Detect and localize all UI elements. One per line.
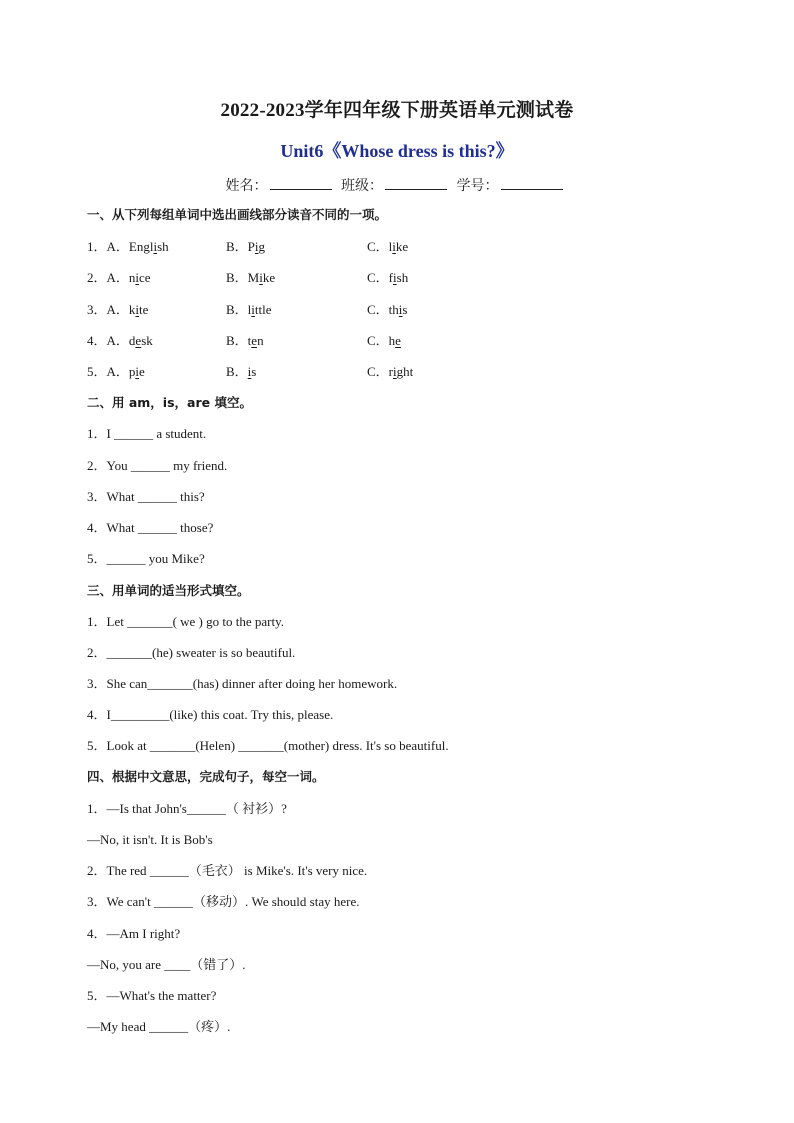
- option-b-underlined: e: [251, 333, 258, 348]
- name-blank[interactable]: [270, 177, 332, 190]
- option-c-underlined: i: [393, 364, 397, 379]
- option-a-text-end: ce: [139, 270, 151, 285]
- option-c: [367, 269, 408, 287]
- question-row: [87, 238, 169, 256]
- fill-blank-item: 5．Look at _______(Helen) _______(mother) dress. It's so beautiful.: [87, 738, 449, 753]
- option-a-text-end: e: [139, 364, 145, 379]
- option-a-text-end: te: [139, 302, 149, 317]
- option-c-text: C．l: [367, 239, 393, 254]
- question-row: [87, 301, 148, 319]
- option-c: [367, 238, 408, 256]
- option-c-text-end: sh: [396, 270, 409, 285]
- class-blank[interactable]: [385, 177, 447, 190]
- option-c-underlined: e: [395, 333, 401, 348]
- dialogue-line: —No, you are ____（错了）.: [87, 957, 246, 972]
- question-number: 3．: [87, 302, 107, 317]
- fill-blank-item: 4．What ______ those?: [87, 520, 214, 535]
- option-a-underlined: i: [153, 239, 158, 254]
- option-a-underlined: i: [135, 270, 140, 285]
- question-number: 1．: [87, 239, 107, 254]
- option-b-text: B．t: [226, 333, 252, 348]
- section1-heading: 一、从下列每组单词中选出画线部分读音不同的一项。: [87, 207, 388, 222]
- section4-heading: 四、根据中文意思，完成句子，每空一词。: [87, 769, 325, 784]
- option-a-text: A．k: [106, 302, 136, 317]
- option-a-underlined: i: [135, 364, 140, 379]
- option-b-underlined: i: [254, 239, 259, 254]
- question-number: 4．: [87, 333, 107, 348]
- option-c-underlined: i: [393, 270, 397, 285]
- name-label: 姓名：: [225, 179, 268, 194]
- fill-blank-item: 4．I_________(like) this coat. Try this, please.: [87, 707, 334, 722]
- number-blank[interactable]: [501, 177, 563, 190]
- option-c-text-end: ght: [396, 364, 414, 379]
- option-c-text-end: s: [402, 302, 408, 317]
- dialogue-line: 4．—Am I right?: [87, 926, 181, 941]
- option-b: [226, 363, 256, 381]
- question-row: [87, 332, 153, 350]
- dialogue-line: 2．The red ______（毛衣） is Mike's. It's very nice.: [87, 863, 368, 878]
- dialogue-line: —No, it isn't. It is Bob's: [87, 832, 213, 847]
- option-c-text-end: ke: [395, 239, 409, 254]
- option-b-text: B．l: [226, 302, 252, 317]
- section2-heading: 二、用 am，is，are 填空。: [87, 395, 252, 410]
- option-c: [367, 301, 407, 319]
- option-b-text-end: g: [258, 239, 266, 254]
- option-b: [226, 301, 272, 319]
- option-c: [367, 332, 401, 350]
- option-c-text: C．f: [367, 270, 394, 285]
- option-b-text-end: s: [251, 364, 257, 379]
- fill-blank-item: 5．______ you Mike?: [87, 551, 205, 566]
- option-c-underlined: i: [392, 239, 396, 254]
- option-b-text-end: ke: [262, 270, 276, 285]
- option-a-text: A．d: [106, 333, 136, 348]
- fill-blank-item: 1．I ______ a student.: [87, 426, 207, 441]
- option-b-text-end: ttle: [254, 302, 272, 317]
- unit-subtitle: Unit6《Whose dress is this?》: [280, 141, 514, 161]
- option-a-text: A．Engl: [106, 239, 154, 254]
- option-a-underlined: e: [135, 333, 142, 348]
- page-title: 2022-2023学年四年级下册英语单元测试卷: [220, 100, 574, 121]
- dialogue-line: —My head ______（疼）.: [87, 1019, 231, 1034]
- option-a-text: A．n: [106, 270, 136, 285]
- option-a-text: A．p: [106, 364, 136, 379]
- option-c-text: C．th: [367, 302, 399, 317]
- option-b: [226, 269, 275, 287]
- option-c-text: C．h: [367, 333, 396, 348]
- option-a-text-end: sh: [157, 239, 169, 254]
- dialogue-line: 3．We can't ______（移动）. We should stay here.: [87, 894, 360, 909]
- question-row: [87, 269, 151, 287]
- option-b-underlined: i: [247, 364, 252, 379]
- dialogue-line: 1．—Is that John's______（ 衬衫）?: [87, 801, 287, 816]
- section3-heading: 三、用单词的适当形式填空。: [87, 583, 250, 598]
- option-b-underlined: i: [259, 270, 263, 285]
- option-b-text: B．: [226, 364, 248, 379]
- option-b-text-end: n: [257, 333, 264, 348]
- option-b: [226, 332, 264, 350]
- fill-blank-item: 3．She can_______(has) dinner after doing her homework.: [87, 676, 398, 691]
- class-label: 班级：: [341, 179, 383, 194]
- question-number: 2．: [87, 270, 107, 285]
- dialogue-line: 5．—What's the matter?: [87, 988, 217, 1003]
- option-a-text-end: sk: [141, 333, 153, 348]
- option-c-text: C．r: [367, 364, 394, 379]
- fill-blank-item: 2．_______(he) sweater is so beautiful.: [87, 645, 296, 660]
- option-b-text: B．P: [226, 239, 255, 254]
- option-a-underlined: i: [135, 302, 140, 317]
- option-b-text: B．M: [226, 270, 260, 285]
- option-c: [367, 363, 413, 381]
- option-b: [226, 238, 265, 256]
- fill-blank-item: 2．You ______ my friend.: [87, 458, 228, 473]
- question-row: [87, 363, 145, 381]
- option-b-underlined: i: [251, 302, 255, 317]
- fill-blank-item: 1．Let _______( we ) go to the party.: [87, 614, 284, 629]
- number-label: 学号：: [456, 179, 499, 194]
- option-c-underlined: i: [398, 302, 403, 317]
- student-info-row: [0, 175, 794, 195]
- question-number: 5．: [87, 364, 107, 379]
- fill-blank-item: 3．What ______ this?: [87, 489, 205, 504]
